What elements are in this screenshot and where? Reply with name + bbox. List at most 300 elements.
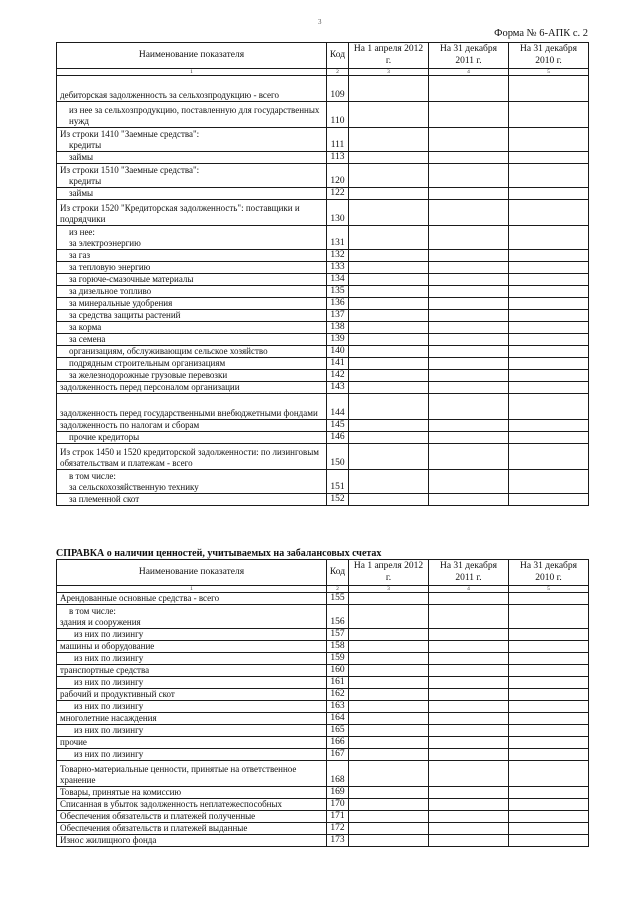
header-name: Наименование показателя bbox=[57, 43, 327, 69]
value-cell-2 bbox=[429, 358, 509, 370]
row-code: 146 bbox=[327, 432, 349, 444]
value-cell-2 bbox=[429, 444, 509, 470]
row-label: прочие кредиторы bbox=[57, 432, 327, 444]
column-number: 1 bbox=[57, 69, 327, 76]
row-label: задолженность перед государственными внебюджетными фондами bbox=[57, 394, 327, 420]
row-code: 165 bbox=[327, 725, 349, 737]
table-row bbox=[57, 641, 589, 653]
value-cell-2 bbox=[429, 689, 509, 701]
row-label: рабочий и продуктивный скот bbox=[57, 689, 327, 701]
value-cell-2 bbox=[429, 176, 509, 188]
row-code: 172 bbox=[327, 823, 349, 835]
value-cell-1 bbox=[349, 653, 429, 665]
row-label: за корма bbox=[57, 322, 327, 334]
value-cell-1 bbox=[349, 298, 429, 310]
value-cell-1 bbox=[349, 482, 429, 494]
header-col-2: На 31 декабря 2011 г. bbox=[429, 43, 509, 69]
value-cell-1 bbox=[349, 737, 429, 749]
table-row bbox=[57, 76, 589, 102]
table-row bbox=[57, 605, 589, 617]
table-row bbox=[57, 250, 589, 262]
table-row bbox=[57, 787, 589, 799]
table-row bbox=[57, 370, 589, 382]
column-number: 2 bbox=[327, 69, 349, 76]
table-row bbox=[57, 593, 589, 605]
value-cell-3 bbox=[509, 274, 589, 286]
value-cell-3 bbox=[509, 358, 589, 370]
value-cell-2 bbox=[429, 250, 509, 262]
row-label: организациям, обслуживающим сельское хозяйство bbox=[57, 346, 327, 358]
row-label: из них по лизингу bbox=[57, 701, 327, 713]
row-code: 139 bbox=[327, 334, 349, 346]
table-row bbox=[57, 128, 589, 140]
value-cell-2 bbox=[429, 799, 509, 811]
column-number: 4 bbox=[429, 586, 509, 593]
table-row bbox=[57, 470, 589, 482]
value-cell-3 bbox=[509, 444, 589, 470]
value-cell-3 bbox=[509, 188, 589, 200]
table-row bbox=[57, 823, 589, 835]
row-code: 143 bbox=[327, 382, 349, 394]
indicators-body bbox=[57, 76, 589, 506]
value-cell-1 bbox=[349, 274, 429, 286]
row-code: 150 bbox=[327, 444, 349, 470]
row-code: 145 bbox=[327, 420, 349, 432]
value-cell-1 bbox=[349, 370, 429, 382]
table-row bbox=[57, 432, 589, 444]
value-cell-1 bbox=[349, 665, 429, 677]
value-cell-1 bbox=[349, 713, 429, 725]
row-label: за семена bbox=[57, 334, 327, 346]
table-row bbox=[57, 811, 589, 823]
table-row bbox=[57, 713, 589, 725]
header-col-2: На 31 декабря 2011 г. bbox=[429, 560, 509, 586]
value-cell-3 bbox=[509, 152, 589, 164]
value-cell-1 bbox=[349, 310, 429, 322]
table-row bbox=[57, 494, 589, 506]
value-cell-2 bbox=[429, 310, 509, 322]
row-label: задолженность перед персоналом организации bbox=[57, 382, 327, 394]
value-cell-2 bbox=[429, 274, 509, 286]
value-cell-3 bbox=[509, 725, 589, 737]
value-cell-3 bbox=[509, 250, 589, 262]
value-cell-1 bbox=[349, 140, 429, 152]
value-cell-1 bbox=[349, 394, 429, 420]
value-cell-3 bbox=[509, 420, 589, 432]
table-row bbox=[57, 164, 589, 176]
column-number: 4 bbox=[429, 69, 509, 76]
row-code: 122 bbox=[327, 188, 349, 200]
value-cell-3 bbox=[509, 641, 589, 653]
value-cell-3 bbox=[509, 200, 589, 226]
table-row bbox=[57, 188, 589, 200]
table-row bbox=[57, 322, 589, 334]
row-code: 170 bbox=[327, 799, 349, 811]
row-code: 113 bbox=[327, 152, 349, 164]
value-cell-3 bbox=[509, 298, 589, 310]
row-label: здания и сооружения bbox=[57, 617, 327, 629]
value-cell-1 bbox=[349, 76, 429, 102]
value-cell-2 bbox=[429, 298, 509, 310]
row-label: транспортные средства bbox=[57, 665, 327, 677]
column-number: 2 bbox=[327, 586, 349, 593]
value-cell-1 bbox=[349, 677, 429, 689]
row-label: за горюче-смазочные материалы bbox=[57, 274, 327, 286]
row-label: в том числе: bbox=[57, 470, 327, 482]
table-row bbox=[57, 394, 589, 420]
row-label: дебиторская задолженность за сельхозпродукцию - всего bbox=[57, 76, 327, 102]
value-cell-1 bbox=[349, 358, 429, 370]
row-label: из них по лизингу bbox=[57, 725, 327, 737]
value-cell-2 bbox=[429, 102, 509, 128]
header-col-1: На 1 апреля 2012 г. bbox=[349, 560, 429, 586]
off-balance-body bbox=[57, 593, 589, 847]
row-code bbox=[327, 605, 349, 617]
row-code: 156 bbox=[327, 617, 349, 629]
value-cell-1 bbox=[349, 188, 429, 200]
value-cell-3 bbox=[509, 605, 589, 617]
row-label: Из строк 1450 и 1520 кредиторской задолженности: по лизинговым обязательствам и платежам - всего bbox=[57, 444, 327, 470]
value-cell-2 bbox=[429, 322, 509, 334]
table-row bbox=[57, 262, 589, 274]
row-code: 141 bbox=[327, 358, 349, 370]
row-code: 152 bbox=[327, 494, 349, 506]
row-code bbox=[327, 226, 349, 238]
row-code: 111 bbox=[327, 140, 349, 152]
table-row bbox=[57, 140, 589, 152]
header-row bbox=[57, 43, 589, 69]
value-cell-2 bbox=[429, 701, 509, 713]
row-label: кредиты bbox=[57, 140, 327, 152]
indicators-table bbox=[56, 42, 589, 506]
row-label: Из строки 1520 "Кредиторская задолженность": поставщики и подрядчики bbox=[57, 200, 327, 226]
column-number-row bbox=[57, 586, 589, 593]
row-label: Обеспечения обязательств и платежей выданные bbox=[57, 823, 327, 835]
row-code: 164 bbox=[327, 713, 349, 725]
value-cell-2 bbox=[429, 164, 509, 176]
row-code bbox=[327, 470, 349, 482]
value-cell-2 bbox=[429, 470, 509, 482]
value-cell-1 bbox=[349, 617, 429, 629]
table-row bbox=[57, 102, 589, 128]
value-cell-3 bbox=[509, 701, 589, 713]
row-code: 173 bbox=[327, 835, 349, 847]
row-code: 138 bbox=[327, 322, 349, 334]
row-label: Износ жилищного фонда bbox=[57, 835, 327, 847]
value-cell-2 bbox=[429, 226, 509, 238]
value-cell-3 bbox=[509, 334, 589, 346]
row-label: задолженность по налогам и сборам bbox=[57, 420, 327, 432]
value-cell-3 bbox=[509, 370, 589, 382]
value-cell-2 bbox=[429, 346, 509, 358]
value-cell-2 bbox=[429, 370, 509, 382]
value-cell-2 bbox=[429, 262, 509, 274]
value-cell-2 bbox=[429, 140, 509, 152]
table-row bbox=[57, 382, 589, 394]
value-cell-3 bbox=[509, 310, 589, 322]
value-cell-1 bbox=[349, 689, 429, 701]
value-cell-1 bbox=[349, 432, 429, 444]
value-cell-1 bbox=[349, 470, 429, 482]
value-cell-1 bbox=[349, 761, 429, 787]
value-cell-1 bbox=[349, 346, 429, 358]
row-code: 134 bbox=[327, 274, 349, 286]
column-number: 1 bbox=[57, 586, 327, 593]
value-cell-2 bbox=[429, 677, 509, 689]
row-code: 160 bbox=[327, 665, 349, 677]
value-cell-1 bbox=[349, 787, 429, 799]
row-label: Товары, принятые на комиссию bbox=[57, 787, 327, 799]
row-code: 159 bbox=[327, 653, 349, 665]
table-row bbox=[57, 176, 589, 188]
row-code: 109 bbox=[327, 76, 349, 102]
form-label: Форма № 6-АПК с. 2 bbox=[494, 28, 588, 39]
value-cell-2 bbox=[429, 713, 509, 725]
value-cell-2 bbox=[429, 811, 509, 823]
value-cell-1 bbox=[349, 334, 429, 346]
value-cell-1 bbox=[349, 322, 429, 334]
value-cell-3 bbox=[509, 811, 589, 823]
row-code: 136 bbox=[327, 298, 349, 310]
value-cell-3 bbox=[509, 629, 589, 641]
row-label: за племенной скот bbox=[57, 494, 327, 506]
header-name: Наименование показателя bbox=[57, 560, 327, 586]
row-code: 110 bbox=[327, 102, 349, 128]
value-cell-3 bbox=[509, 176, 589, 188]
row-label: за дизельное топливо bbox=[57, 286, 327, 298]
table-row bbox=[57, 835, 589, 847]
value-cell-2 bbox=[429, 605, 509, 617]
row-label: займы bbox=[57, 152, 327, 164]
value-cell-2 bbox=[429, 629, 509, 641]
value-cell-3 bbox=[509, 164, 589, 176]
value-cell-1 bbox=[349, 701, 429, 713]
value-cell-2 bbox=[429, 334, 509, 346]
value-cell-1 bbox=[349, 176, 429, 188]
row-code bbox=[327, 164, 349, 176]
row-label: из них по лизингу bbox=[57, 653, 327, 665]
row-label: из нее: bbox=[57, 226, 327, 238]
value-cell-3 bbox=[509, 593, 589, 605]
value-cell-2 bbox=[429, 394, 509, 420]
table-row bbox=[57, 310, 589, 322]
table-row bbox=[57, 200, 589, 226]
row-label: подрядным строительным организациям bbox=[57, 358, 327, 370]
row-code: 169 bbox=[327, 787, 349, 799]
row-code: 132 bbox=[327, 250, 349, 262]
row-label: Товарно-материальные ценности, принятые на ответственное хранение bbox=[57, 761, 327, 787]
table-row bbox=[57, 238, 589, 250]
column-number: 5 bbox=[509, 69, 589, 76]
column-number: 3 bbox=[349, 69, 429, 76]
row-label: машины и оборудование bbox=[57, 641, 327, 653]
row-label: за сельскохозяйственную технику bbox=[57, 482, 327, 494]
value-cell-3 bbox=[509, 432, 589, 444]
value-cell-1 bbox=[349, 823, 429, 835]
header-col-3: На 31 декабря 2010 г. bbox=[509, 43, 589, 69]
value-cell-3 bbox=[509, 262, 589, 274]
value-cell-1 bbox=[349, 725, 429, 737]
row-code: 158 bbox=[327, 641, 349, 653]
value-cell-2 bbox=[429, 641, 509, 653]
table-row bbox=[57, 701, 589, 713]
off-balance-table bbox=[56, 559, 589, 847]
table-row bbox=[57, 482, 589, 494]
row-code bbox=[327, 128, 349, 140]
value-cell-2 bbox=[429, 761, 509, 787]
value-cell-2 bbox=[429, 494, 509, 506]
value-cell-2 bbox=[429, 665, 509, 677]
value-cell-3 bbox=[509, 346, 589, 358]
value-cell-3 bbox=[509, 128, 589, 140]
row-code: 171 bbox=[327, 811, 349, 823]
value-cell-2 bbox=[429, 617, 509, 629]
value-cell-1 bbox=[349, 494, 429, 506]
value-cell-3 bbox=[509, 382, 589, 394]
header-row bbox=[57, 560, 589, 586]
table-row bbox=[57, 298, 589, 310]
value-cell-1 bbox=[349, 799, 429, 811]
value-cell-2 bbox=[429, 725, 509, 737]
table-row bbox=[57, 152, 589, 164]
value-cell-1 bbox=[349, 605, 429, 617]
row-label: многолетние насаждения bbox=[57, 713, 327, 725]
row-label: в том числе: bbox=[57, 605, 327, 617]
value-cell-2 bbox=[429, 482, 509, 494]
table-row bbox=[57, 737, 589, 749]
row-label: Арендованные основные средства - всего bbox=[57, 593, 327, 605]
row-label: Списанная в убыток задолженность неплатежеспособных bbox=[57, 799, 327, 811]
row-code: 167 bbox=[327, 749, 349, 761]
row-label: кредиты bbox=[57, 176, 327, 188]
value-cell-3 bbox=[509, 799, 589, 811]
value-cell-3 bbox=[509, 677, 589, 689]
value-cell-1 bbox=[349, 128, 429, 140]
value-cell-3 bbox=[509, 140, 589, 152]
row-code: 151 bbox=[327, 482, 349, 494]
value-cell-3 bbox=[509, 823, 589, 835]
value-cell-1 bbox=[349, 200, 429, 226]
row-label: из нее за сельхозпродукцию, поставленную для государственных нужд bbox=[57, 102, 327, 128]
value-cell-1 bbox=[349, 420, 429, 432]
row-code: 155 bbox=[327, 593, 349, 605]
value-cell-1 bbox=[349, 641, 429, 653]
value-cell-1 bbox=[349, 629, 429, 641]
value-cell-1 bbox=[349, 444, 429, 470]
value-cell-1 bbox=[349, 164, 429, 176]
row-label: за газ bbox=[57, 250, 327, 262]
column-number-row bbox=[57, 69, 589, 76]
row-label: из них по лизингу bbox=[57, 749, 327, 761]
row-code: 135 bbox=[327, 286, 349, 298]
table-row bbox=[57, 226, 589, 238]
value-cell-3 bbox=[509, 322, 589, 334]
value-cell-2 bbox=[429, 286, 509, 298]
column-number: 5 bbox=[509, 586, 589, 593]
value-cell-1 bbox=[349, 102, 429, 128]
table-row bbox=[57, 677, 589, 689]
row-code: 161 bbox=[327, 677, 349, 689]
table-row bbox=[57, 346, 589, 358]
column-number: 3 bbox=[349, 586, 429, 593]
value-cell-2 bbox=[429, 76, 509, 102]
header-code: Код bbox=[327, 560, 349, 586]
value-cell-1 bbox=[349, 250, 429, 262]
table-row bbox=[57, 629, 589, 641]
value-cell-2 bbox=[429, 835, 509, 847]
value-cell-2 bbox=[429, 749, 509, 761]
value-cell-2 bbox=[429, 200, 509, 226]
row-code: 140 bbox=[327, 346, 349, 358]
table-row bbox=[57, 420, 589, 432]
row-label: из них по лизингу bbox=[57, 677, 327, 689]
value-cell-3 bbox=[509, 761, 589, 787]
value-cell-2 bbox=[429, 787, 509, 799]
value-cell-2 bbox=[429, 653, 509, 665]
value-cell-3 bbox=[509, 835, 589, 847]
value-cell-3 bbox=[509, 470, 589, 482]
value-cell-1 bbox=[349, 226, 429, 238]
value-cell-3 bbox=[509, 494, 589, 506]
table-row bbox=[57, 274, 589, 286]
table-row bbox=[57, 665, 589, 677]
row-label: прочие bbox=[57, 737, 327, 749]
value-cell-2 bbox=[429, 823, 509, 835]
row-label: займы bbox=[57, 188, 327, 200]
table-row bbox=[57, 358, 589, 370]
value-cell-3 bbox=[509, 482, 589, 494]
table-row bbox=[57, 617, 589, 629]
value-cell-3 bbox=[509, 238, 589, 250]
value-cell-3 bbox=[509, 689, 589, 701]
row-code: 142 bbox=[327, 370, 349, 382]
value-cell-2 bbox=[429, 593, 509, 605]
page-mark: 3 bbox=[318, 18, 322, 26]
value-cell-2 bbox=[429, 737, 509, 749]
row-code: 130 bbox=[327, 200, 349, 226]
section-title: СПРАВКА о наличии ценностей, учитываемых на забалансовых счетах bbox=[56, 548, 382, 559]
table-row bbox=[57, 799, 589, 811]
table-row bbox=[57, 444, 589, 470]
row-code: 162 bbox=[327, 689, 349, 701]
row-label: из них по лизингу bbox=[57, 629, 327, 641]
row-code: 133 bbox=[327, 262, 349, 274]
value-cell-3 bbox=[509, 713, 589, 725]
table-row bbox=[57, 689, 589, 701]
value-cell-1 bbox=[349, 262, 429, 274]
row-label: Из строки 1510 "Заемные средства": bbox=[57, 164, 327, 176]
header-code: Код bbox=[327, 43, 349, 69]
value-cell-3 bbox=[509, 226, 589, 238]
value-cell-2 bbox=[429, 382, 509, 394]
value-cell-1 bbox=[349, 749, 429, 761]
row-label: Из строки 1410 "Заемные средства": bbox=[57, 128, 327, 140]
header-col-3: На 31 декабря 2010 г. bbox=[509, 560, 589, 586]
value-cell-2 bbox=[429, 152, 509, 164]
value-cell-3 bbox=[509, 617, 589, 629]
table-row bbox=[57, 749, 589, 761]
row-code: 144 bbox=[327, 394, 349, 420]
value-cell-3 bbox=[509, 653, 589, 665]
row-code: 168 bbox=[327, 761, 349, 787]
table-row bbox=[57, 653, 589, 665]
value-cell-3 bbox=[509, 787, 589, 799]
value-cell-1 bbox=[349, 152, 429, 164]
value-cell-1 bbox=[349, 238, 429, 250]
table-row bbox=[57, 286, 589, 298]
value-cell-1 bbox=[349, 593, 429, 605]
value-cell-1 bbox=[349, 382, 429, 394]
